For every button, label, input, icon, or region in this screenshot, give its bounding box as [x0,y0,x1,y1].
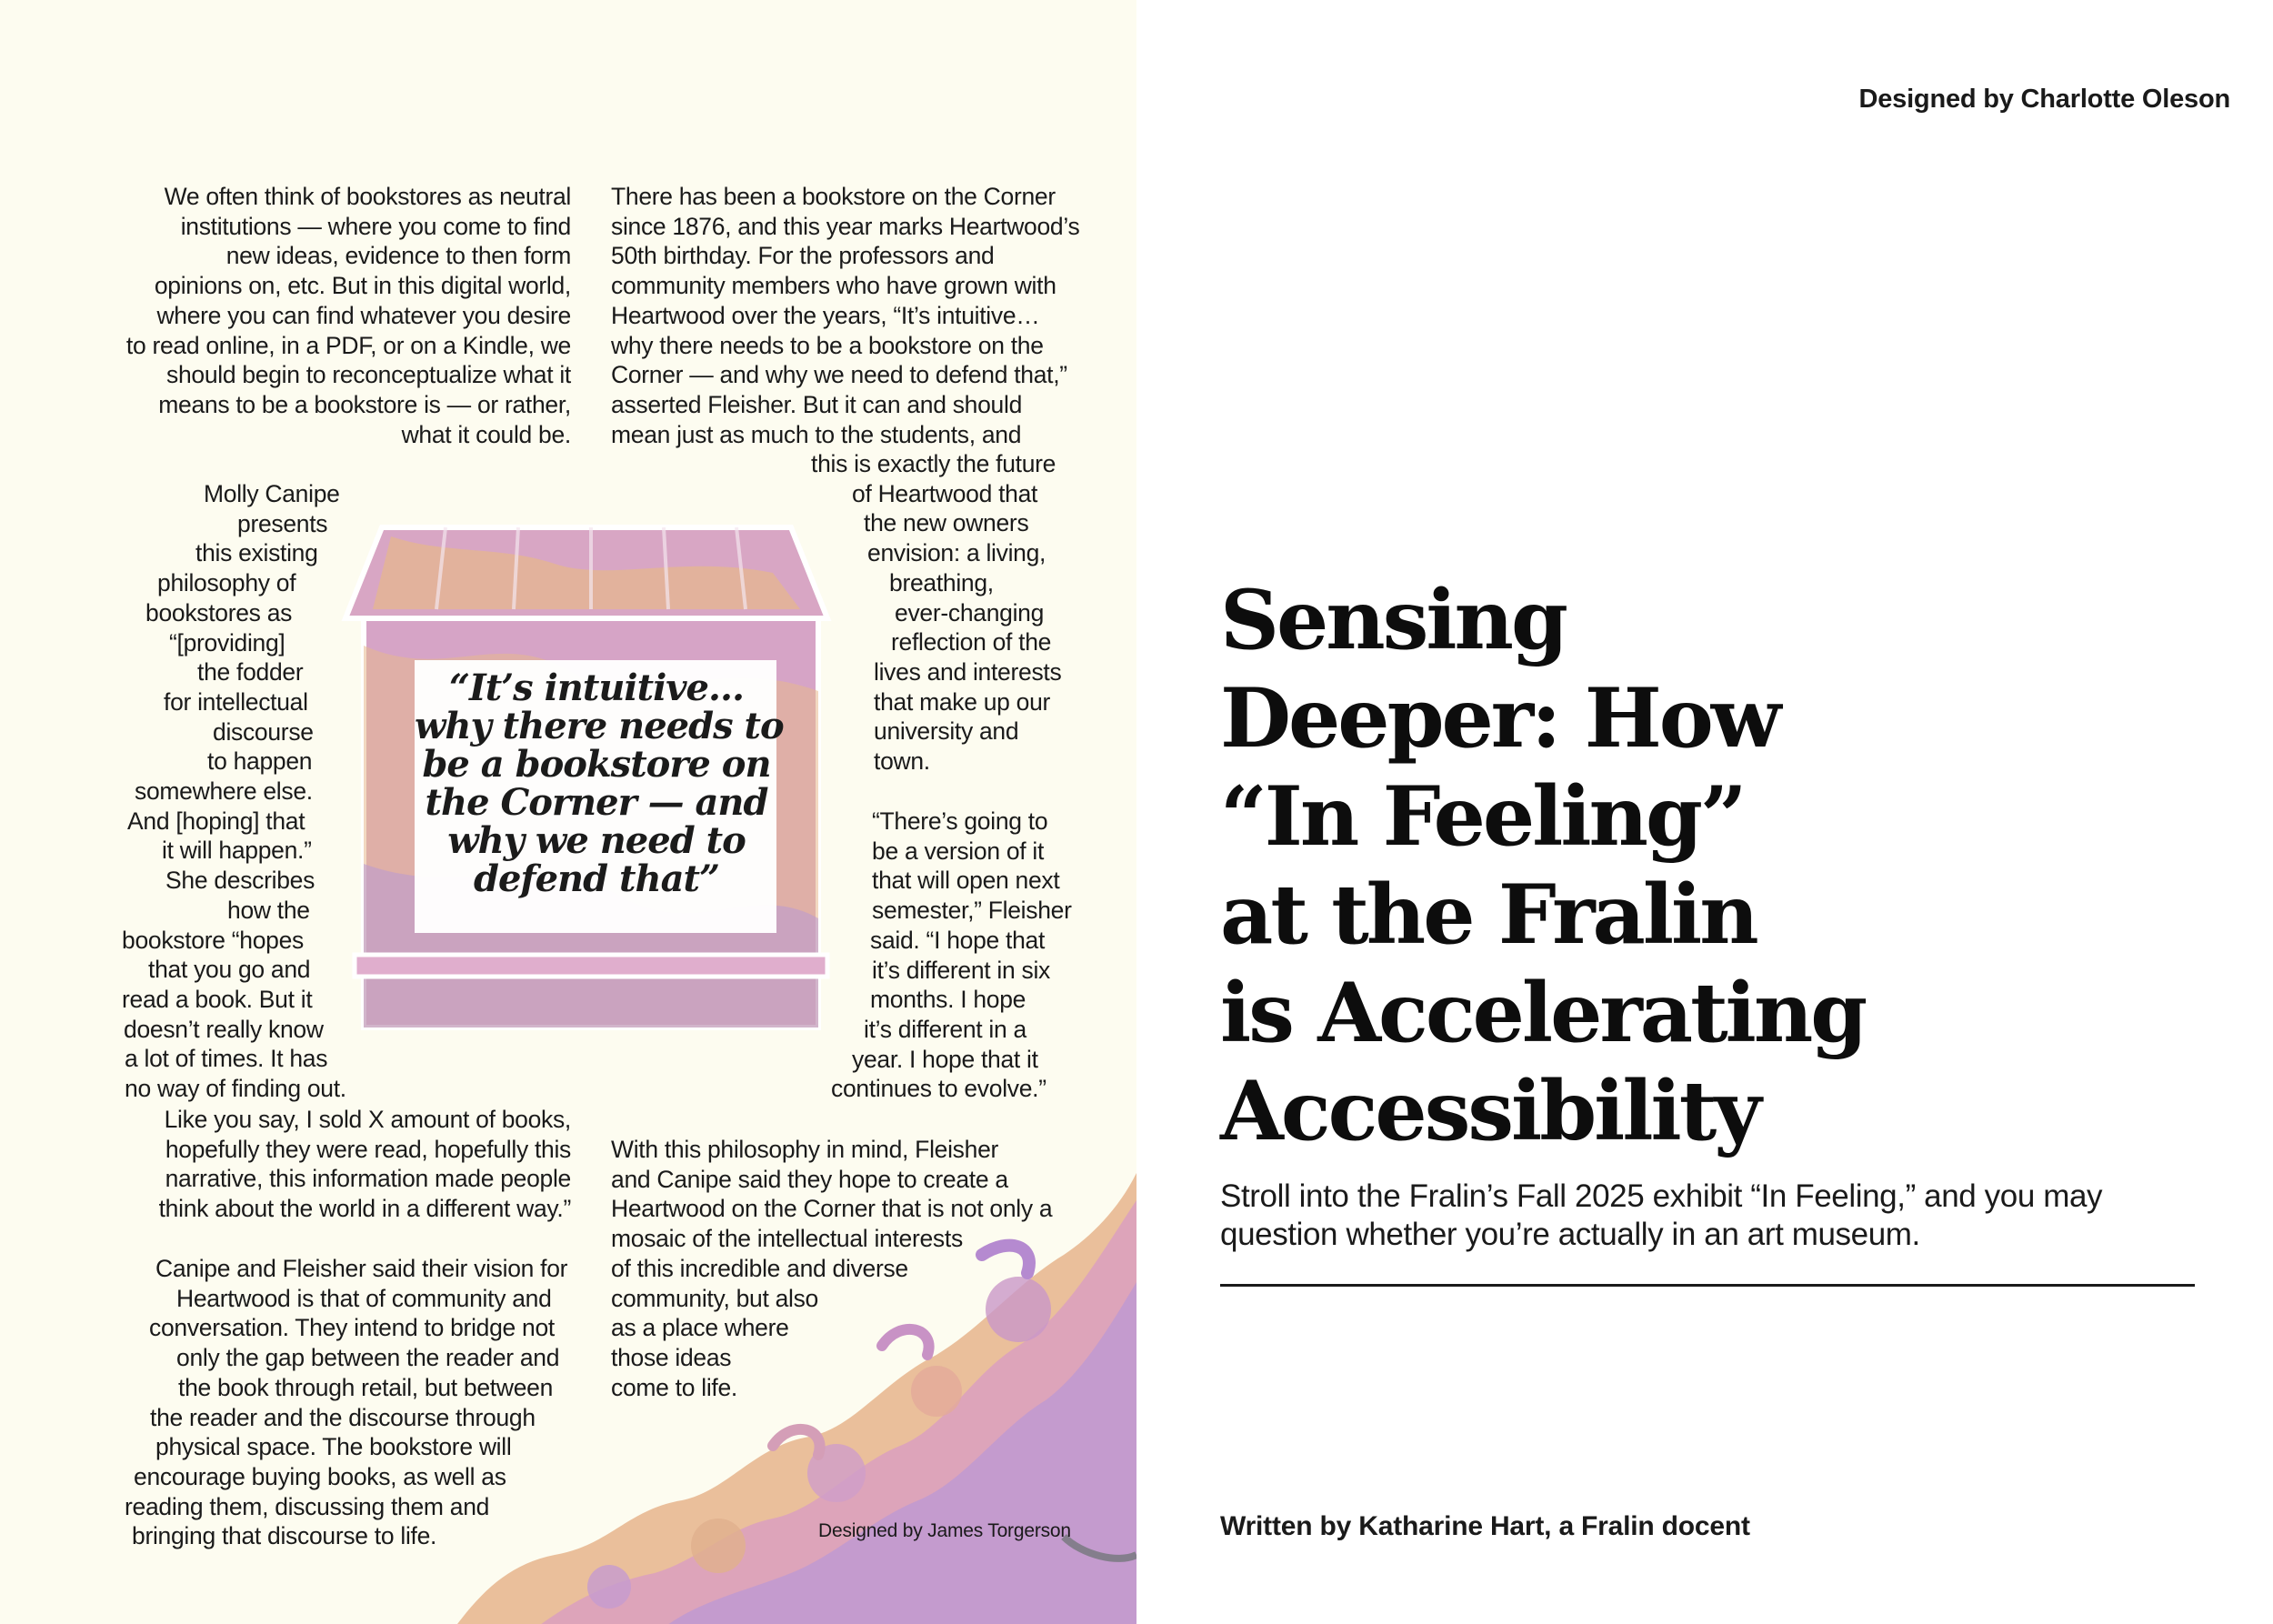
text-line: asserted Fleisher. But it can and should [611,390,1023,418]
text-line: as a place where [611,1314,789,1342]
text-line: semester,” Fleisher [872,897,1072,925]
text-line: physical space. The bookstore will [155,1433,512,1461]
text-line: town. [874,747,930,776]
text-line: be a version of it [872,837,1045,865]
article-headline [1220,571,1865,1160]
text-line: new ideas, evidence to then form [225,242,571,270]
text-line: discourse [213,717,314,746]
text-line: mean just as much to the students, and [611,420,1022,448]
text-line: come to life. [611,1373,737,1401]
text-line: And [hoping] that [127,807,305,835]
text-line: hopefully they were read, hopefully this [165,1135,571,1163]
headline-line: Accessibility [1220,1063,1759,1159]
text-line: the reader and the discourse through [150,1403,536,1431]
headline-line: Deeper: How [1220,670,1779,767]
text-line: encourage buying books, as well as [134,1462,506,1490]
text-line: it will happen.” [162,837,312,865]
text-line: reading them, discussing them and [125,1492,490,1520]
text-line: Like you say, I sold X amount of books, [164,1106,571,1133]
paragraph-canipe-wrap [0,479,1136,1104]
text-line: There has been a bookstore on the Corner [611,183,1056,210]
text-line: this is exactly the future [811,450,1056,477]
text-line: year. I hope that it [852,1045,1038,1073]
text-line: presents [237,509,328,537]
text-line: university and [874,717,1019,746]
text-line: With this philosophy in mind, Fleisher [611,1136,999,1163]
text-line: it’s different in a [864,1015,1026,1043]
text-line: breathing, [889,568,994,596]
text-line: the fodder [197,658,304,687]
text-line: We often think of bookstores as neutral [164,183,571,210]
text-line: a lot of times. It has [125,1045,328,1073]
designer-credit-left: Designed by James Torgerson [818,1520,1071,1541]
text-line: should begin to reconceptualize what it [166,361,571,389]
text-line: the new owners [864,509,1029,537]
paragraph-intro [55,182,571,449]
text-line: it’s different in six [872,956,1050,984]
text-line: to read online, in a PDF, or on a Kindle, we [125,331,571,359]
text-line: how the [227,896,310,924]
text-line: those ideas [611,1343,732,1371]
dek-line: question whether you’re actually in an art museum. [1220,1217,1920,1252]
text-line: She describes [165,867,315,895]
text-line: community members who have grown with [611,272,1056,300]
text-line: no way of finding out. [125,1075,346,1103]
text-line: bookstore “hopes [122,926,304,954]
right-page [1136,0,2273,1624]
divider-rule [1220,1284,2195,1287]
text-line: Corner — and why we need to defend that,” [611,361,1067,389]
text-line: what it could be. [401,420,571,448]
text-line: Canipe and Fleisher said their vision for [155,1255,568,1282]
left-page [0,0,1136,1624]
text-line: institutions — where you come to find [180,212,571,240]
text-line: ever-changing [895,598,1045,627]
text-line: bookstores as [145,598,293,627]
text-line: read a book. But it [122,985,313,1013]
text-line: means to be a bookstore is — or rather, [158,390,571,418]
text-line: the book through retail, but between [178,1373,554,1401]
text-line: bringing that discourse to life. [132,1522,437,1550]
text-line: Heartwood over the years, “It’s intuitive… [611,301,1040,329]
text-line: why there needs to be a bookstore on the [611,331,1044,359]
text-line: said. “I hope that [870,926,1046,954]
text-line: to happen [207,747,313,776]
headline-line: Sensing [1220,572,1566,668]
text-line: conversation. They intend to bridge not [149,1314,555,1342]
pull-quote-line: defend that” [473,857,719,900]
headline-line: “In Feeling” [1220,768,1745,865]
text-line: narrative, this information made people [165,1165,571,1193]
text-line: this existing [195,539,318,567]
text-line: Molly Canipe [204,480,340,507]
pull-quote-line: the Corner — and [425,781,768,824]
text-line: envision: a living, [867,539,1046,567]
text-line: opinions on, etc. But in this digital world, [154,272,571,300]
text-line: “[providing] [169,628,285,657]
headline-line: is Accelerating [1220,965,1866,1061]
text-line: think about the world in a different way.” [158,1195,571,1223]
text-line: that will open next [872,867,1060,895]
text-line: 50th birthday. For the professors and [611,242,995,270]
text-line: lives and interests [874,657,1062,686]
text-line: doesn’t really know [124,1015,324,1043]
paragraph-philosophy [611,1135,1120,1402]
pull-quote-line: why we need to [447,819,746,862]
pull-quote-line: be a bookstore on [422,743,771,786]
pull-quote-line: “It’s intuitive… [449,667,744,709]
text-line: reflection of the [891,628,1052,657]
article-dek [1220,1178,2102,1254]
paragraph-vision [0,1254,636,1551]
text-line: and Canipe said they hope to create a [611,1165,1008,1193]
text-line: Heartwood is that of community and [176,1284,552,1312]
text-line: philosophy of [157,569,296,597]
text-line: for intellectual [164,687,308,716]
text-line: community, but also [611,1284,818,1312]
dek-line: Stroll into the Fralin’s Fall 2025 exhibit “In Feeling,” and you may [1220,1178,2103,1214]
text-line: “There’s going to [872,807,1048,835]
text-line: that you go and [148,956,311,984]
paragraph-canipe-tail [55,1105,571,1224]
text-line: months. I hope [870,986,1026,1014]
text-line: of this incredible and diverse [611,1254,908,1282]
text-line: of Heartwood that [852,479,1038,507]
text-line: since 1876, and this year marks Heartwood’s [611,212,1080,240]
text-line: mosaic of the intellectual interests [611,1225,963,1253]
text-line: continues to evolve.” [831,1075,1046,1103]
headline-line: at the Fralin [1220,867,1757,963]
text-line: Heartwood on the Corner that is not only a [611,1195,1053,1223]
pull-quote-line: why there needs to [415,705,784,747]
paragraph-history [611,182,1120,449]
text-line: only the gap between the reader and [176,1344,560,1372]
text-line: where you can find whatever you desire [156,301,571,329]
text-line: somewhere else. [135,777,313,806]
text-line: that make up our [874,687,1051,716]
byline: Written by Katharine Hart, a Fralin docent [1220,1511,1750,1541]
designer-credit-right: Designed by Charlotte Oleson [1858,85,2230,114]
